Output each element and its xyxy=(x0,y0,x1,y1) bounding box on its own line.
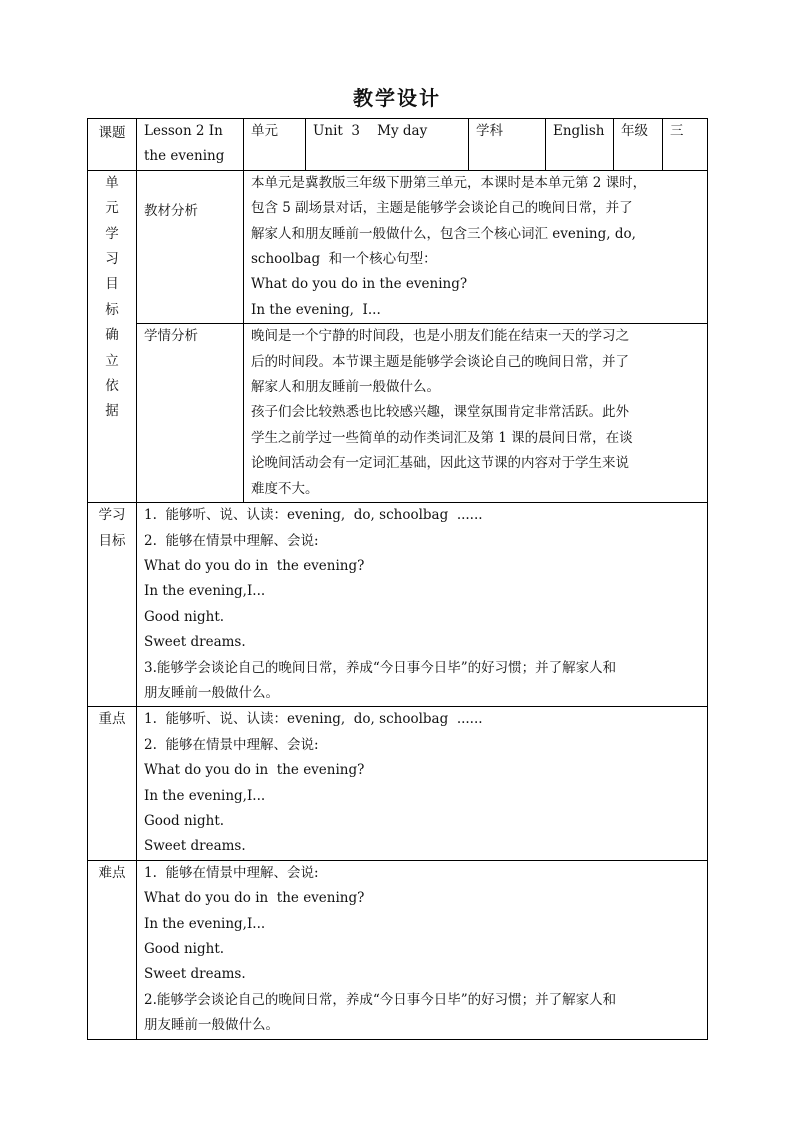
grade-value: 三 xyxy=(663,119,708,171)
material-row xyxy=(88,170,708,323)
learner-line: 后的时间段。本节课主题是能够学会谈论自己的晚间日常，并了 xyxy=(251,353,629,370)
objectives-label-line-1: 学习 xyxy=(98,507,126,524)
learner-line: 论晚间活动会有一定词汇基础，因此这节课的内容对于学生来说 xyxy=(251,455,629,472)
key-points-content xyxy=(137,707,708,860)
difficulty-line: In the evening,I... xyxy=(144,915,266,932)
key-point-line: Sweet dreams. xyxy=(144,838,246,855)
objective-line: 1. 能够听、说、认读：evening, do, schoolbag ...... xyxy=(144,507,483,524)
material-line: 本单元是冀教版三年级下册第三单元，本课时是本单元第 2 课时， xyxy=(251,174,647,191)
key-point-line: 2. 能够在情景中理解、会说: xyxy=(144,736,319,753)
lesson-line-2: the evening xyxy=(144,148,225,165)
basis-label-char: 单 xyxy=(105,174,119,191)
lesson-cell xyxy=(137,119,244,171)
subject-label: 学科 xyxy=(469,119,546,171)
subject-value: English xyxy=(546,119,614,171)
objective-line: What do you do in the evening? xyxy=(144,557,365,574)
difficulty-line: 1. 能够在情景中理解、会说: xyxy=(144,864,319,881)
difficulty-line: 朋友睡前一般做什么。 xyxy=(144,1017,279,1034)
document-title: 教学设计 xyxy=(353,86,441,110)
unit-value: Unit 3 My day xyxy=(306,119,469,171)
objective-line: In the evening,I... xyxy=(144,583,266,600)
basis-label-char: 学 xyxy=(105,225,119,242)
material-line: 解家人和朋友睡前一般做什么，包含三个核心词汇 evening, do, xyxy=(251,225,636,242)
objectives-row xyxy=(88,503,708,707)
basis-label-char: 确 xyxy=(105,327,119,344)
key-point-line: In the evening,I... xyxy=(144,787,266,804)
learner-content xyxy=(244,324,708,503)
key-point-line: What do you do in the evening? xyxy=(144,762,365,779)
objective-line: Good night. xyxy=(144,608,225,625)
objectives-label-line-2: 目标 xyxy=(98,532,126,549)
material-content xyxy=(244,170,708,323)
lesson-line-1: Lesson 2 In xyxy=(144,123,223,139)
key-point-line: Good night. xyxy=(144,812,225,829)
learner-line: 孩子们会比较熟悉也比较感兴趣，课堂氛围肯定非常活跃。此外 xyxy=(251,404,629,421)
basis-label-char: 据 xyxy=(105,403,119,420)
basis-label-char: 习 xyxy=(105,251,119,268)
learner-line: 难度不大。 xyxy=(251,480,319,497)
material-label: 教材分析 xyxy=(137,170,244,323)
topic-label: 课题 xyxy=(88,119,137,171)
header-row xyxy=(88,119,708,171)
material-line: 包含 5 副场景对话，主题是能够学会谈论自己的晚间日常，并了 xyxy=(251,200,633,217)
material-line: In the evening, I... xyxy=(251,301,381,318)
difficulties-content xyxy=(137,860,708,1039)
objective-line: Sweet dreams. xyxy=(144,634,246,651)
material-line: What do you do in the evening? xyxy=(251,276,468,293)
difficulty-line: 2.能够学会谈论自己的晚间日常，养成“今日事今日毕”的好习惯；并了解家人和 xyxy=(144,991,617,1008)
difficulty-line: Sweet dreams. xyxy=(144,966,246,983)
lesson-plan-table xyxy=(87,118,708,1040)
key-point-line: 1. 能够听、说、认读：evening, do, schoolbag ...... xyxy=(144,711,483,728)
basis-label xyxy=(88,170,137,502)
material-line: schoolbag 和一个核心句型： xyxy=(251,251,437,268)
objective-line: 3.能够学会谈论自己的晚间日常，养成“今日事今日毕”的好习惯；并了解家人和 xyxy=(144,659,617,676)
key-points-label: 重点 xyxy=(88,707,137,860)
basis-label-char: 立 xyxy=(105,352,119,369)
basis-label-char: 标 xyxy=(105,301,119,318)
learner-line: 解家人和朋友睡前一般做什么。 xyxy=(251,379,440,396)
grade-label: 年级 xyxy=(614,119,663,171)
basis-label-text xyxy=(105,171,119,425)
basis-label-char: 目 xyxy=(105,276,119,293)
learner-label: 学情分析 xyxy=(137,324,244,503)
basis-label-char: 元 xyxy=(105,200,119,217)
unit-label: 单元 xyxy=(244,119,306,171)
learner-line: 学生之前学过一些简单的动作类词汇及第 1 课的晨间日常，在谈 xyxy=(251,429,633,446)
objective-line: 2. 能够在情景中理解、会说: xyxy=(144,532,319,549)
difficulty-line: Good night. xyxy=(144,941,225,957)
difficulty-line: What do you do in the evening? xyxy=(144,890,365,907)
objectives-content xyxy=(137,503,708,707)
objective-line: 朋友睡前一般做什么。 xyxy=(144,684,279,701)
key-points-row xyxy=(88,707,708,860)
objectives-label xyxy=(88,503,137,707)
basis-label-char: 依 xyxy=(105,378,119,395)
difficulties-label: 难点 xyxy=(88,860,137,1039)
learner-row xyxy=(88,324,708,503)
difficulties-row xyxy=(88,860,708,1039)
learner-line: 晚间是一个宁静的时间段，也是小朋友们能在结束一天的学习之 xyxy=(251,328,629,345)
